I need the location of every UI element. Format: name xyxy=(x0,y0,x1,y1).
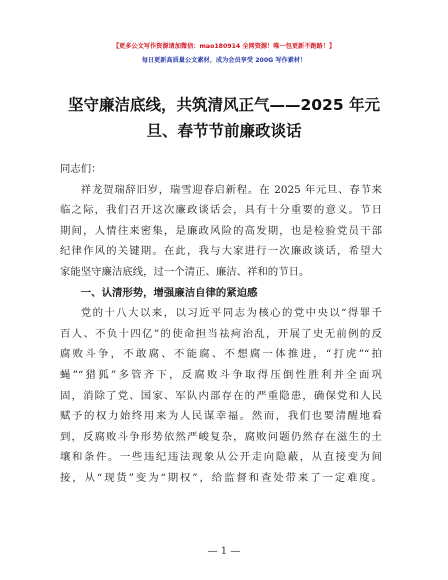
section-heading: 一、认清形势，增强廉洁自律的紧迫感 xyxy=(80,286,258,299)
section1-line: 党的十八大以来，以习近平同志为核心的党中央以“得罪千 xyxy=(80,307,382,320)
section1-line: 固，消除了党、国家、军队内部存在的严重隐患，确保党和人民 xyxy=(60,389,382,402)
document-body xyxy=(60,159,382,489)
title-line-1: 坚守廉洁底线，共筑清风正气——2025 年元 xyxy=(67,96,381,114)
section1-line: 蝇”“猎狐”多管齐下，反腐败斗争取得压倒性胜利并全面巩 xyxy=(60,368,382,381)
section1-paragraph xyxy=(60,303,382,488)
promo-banner-red: 【更多公文写作资源请加微信：mao180914 全网资源！唯一包更新不跑路！】 xyxy=(112,43,336,50)
intro-paragraph xyxy=(60,180,382,283)
intro-line: 期间，人情往来密集，是廉政风险的高发期，也是检验党员干部 xyxy=(60,224,382,237)
promo-banner-blue: 每日更新高质量公文素材，成为会员享受 200G 写作素材！ xyxy=(141,57,307,64)
intro-line: 临之际，我们召开这次廉政谈话会，具有十分重要的意义。节日 xyxy=(60,204,382,217)
section1-line: 到，反腐败斗争形势依然严峻复杂，腐败问题仍然存在滋生的土 xyxy=(60,430,382,443)
section1-line: 百人、不负十四亿”的使命担当祛疴治乱，开展了史无前例的反 xyxy=(60,327,382,340)
title-line-2: 旦、春节节前廉政谈话 xyxy=(146,122,302,140)
section1-line: 接，从“现货”变为“期权”，给监督和查处带来了一定难度。 xyxy=(60,471,382,484)
salutation: 同志们： xyxy=(60,163,102,175)
section1-line: 壤和条件。一些违纪违法现象从公开走向隐蔽，从直接变为间 xyxy=(60,451,382,464)
page-number: — 1 — xyxy=(207,546,241,557)
document-title xyxy=(40,92,408,144)
section1-line: 赋予的权力始终用来为人民谋幸福。然而，我们也要清醒地看 xyxy=(60,410,382,423)
intro-line: 家能坚守廉洁底线，过一个清正、廉洁、祥和的节日。 xyxy=(60,265,310,278)
intro-line: 祥龙贺瑞辞旧岁，瑞雪迎春启新程。在 2025 年元旦、春节来 xyxy=(80,183,382,196)
intro-line: 纪律作风的关键期。在此，我与大家进行一次廉政谈话，希望大 xyxy=(60,245,382,258)
section1-line: 腐败斗争，不敢腐、不能腐、不想腐一体推进，“打虎”“拍 xyxy=(60,348,382,361)
